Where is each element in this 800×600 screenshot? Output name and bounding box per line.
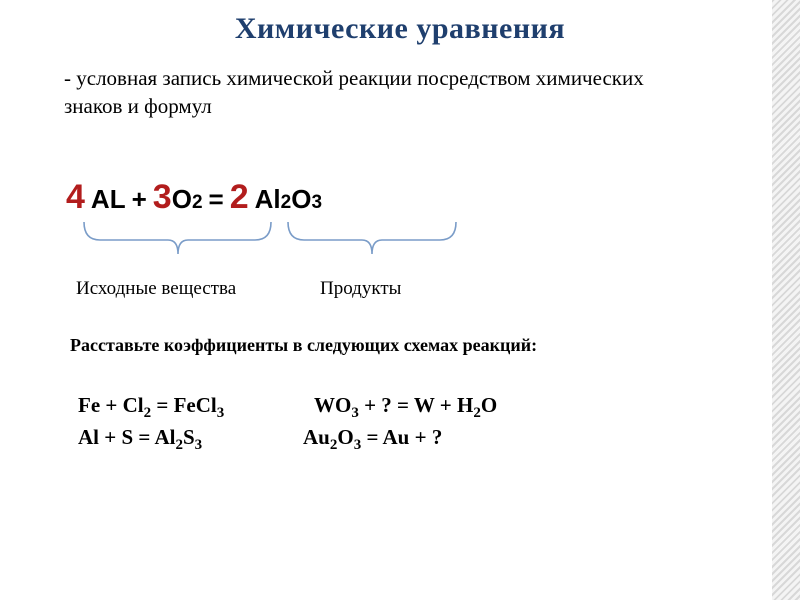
reactant-oxygen: O (171, 184, 192, 214)
exercise-wo3: $WO_3$ + ? = $W + H_2O$ (314, 393, 498, 421)
exercise-au2o3: $Au_2O_3 = Au$ + ? (303, 425, 443, 453)
reactants-brace (84, 222, 271, 254)
exercise-al-s: $Al + S = Al_2S_3$ (78, 425, 203, 453)
products-brace (288, 222, 456, 254)
main-equation: 4 AL + 3 O 2 = 2 Al 2 O 3 (66, 178, 323, 216)
plus-sign: + (131, 184, 147, 214)
definition-text: - условная запись химической реакции посредством химических знаков и формул (64, 66, 644, 118)
slide-title: Химические уравнения (234, 12, 566, 45)
coefficient-4: 4 (66, 178, 85, 216)
label-products: Продукты (320, 278, 402, 299)
reactant-al: AL (90, 184, 126, 214)
exercise-fe-cl: $Fe + Cl_2$ = FeCl$_3$ (78, 393, 225, 421)
coefficient-2: 2 (229, 178, 249, 216)
label-reactants: Исходные вещества (76, 278, 237, 299)
task-instruction: Расставьте коэффициенты в следующих схемах реакций: (70, 335, 538, 355)
equals-sign: = (208, 184, 224, 214)
coefficient-3: 3 (152, 178, 172, 216)
product-al: Al (254, 184, 281, 214)
product-o: O (291, 184, 312, 214)
